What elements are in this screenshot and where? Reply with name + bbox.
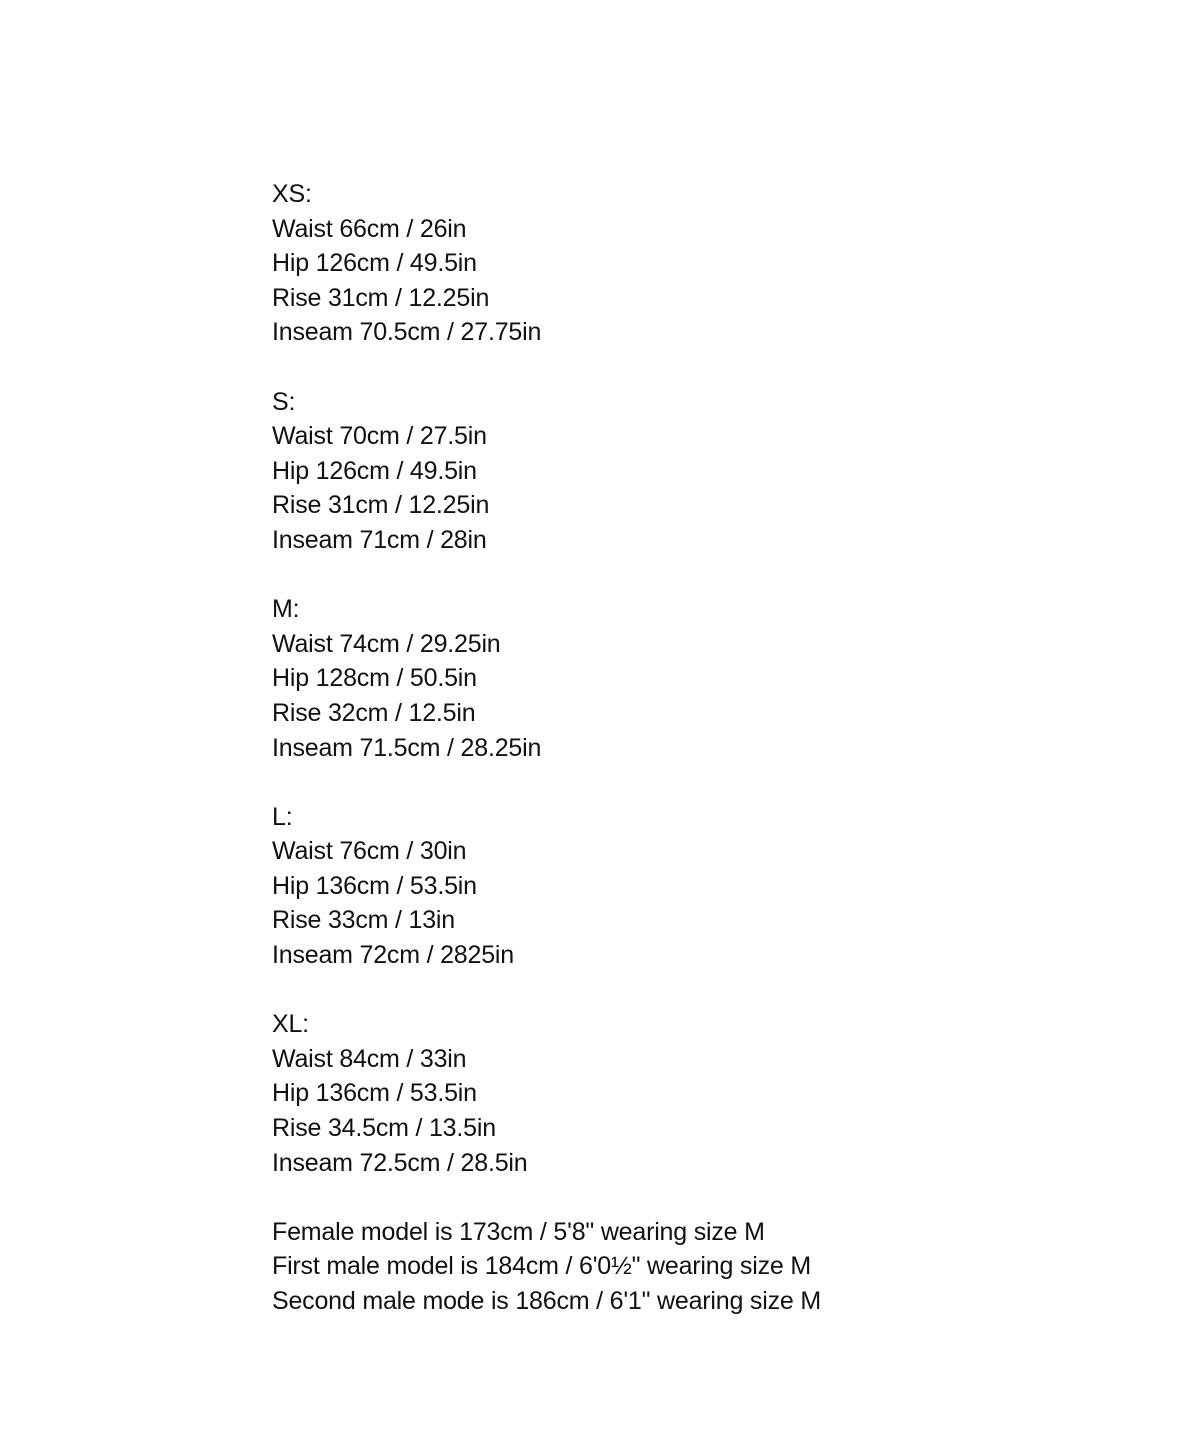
size-block-s (272, 385, 1132, 558)
model-info-block (272, 1215, 1132, 1319)
inseam-measurement: Inseam 71.5cm / 28.25in (272, 733, 542, 762)
size-block-xl (272, 1007, 1132, 1180)
waist-measurement: Waist 76cm / 30in (272, 837, 467, 866)
hip-measurement: Hip 136cm / 53.5in (272, 871, 477, 900)
waist-measurement: Waist 84cm / 33in (272, 1044, 467, 1073)
hip-measurement: Hip 126cm / 49.5in (272, 249, 477, 278)
size-label: M: (272, 595, 300, 624)
inseam-measurement: Inseam 72.5cm / 28.5in (272, 1148, 528, 1177)
size-label: L: (272, 802, 293, 831)
size-label: XS: (272, 180, 312, 208)
first-male-model-note: First male model is 184cm / 6'0½" wearing size M (272, 1252, 811, 1281)
rise-measurement: Rise 34.5cm / 13.5in (272, 1114, 496, 1143)
size-label: XL: (272, 1010, 309, 1039)
female-model-note: Female model is 173cm / 5'8" wearing size M (272, 1217, 765, 1246)
inseam-measurement: Inseam 70.5cm / 27.75in (272, 318, 542, 347)
waist-measurement: Waist 74cm / 29.25in (272, 629, 501, 658)
size-block-xs (272, 177, 1132, 350)
rise-measurement: Rise 32cm / 12.5in (272, 698, 476, 727)
size-block-l (272, 800, 1132, 973)
rise-measurement: Rise 31cm / 12.25in (272, 283, 490, 312)
size-guide (272, 177, 1132, 1319)
size-label: S: (272, 387, 296, 416)
rise-measurement: Rise 33cm / 13in (272, 906, 455, 935)
hip-measurement: Hip 128cm / 50.5in (272, 664, 477, 693)
waist-measurement: Waist 66cm / 26in (272, 214, 467, 243)
inseam-measurement: Inseam 71cm / 28in (272, 525, 487, 554)
second-male-model-note: Second male mode is 186cm / 6'1" wearing size M (272, 1287, 821, 1315)
inseam-measurement: Inseam 72cm / 2825in (272, 941, 514, 970)
waist-measurement: Waist 70cm / 27.5in (272, 422, 487, 451)
hip-measurement: Hip 126cm / 49.5in (272, 456, 477, 485)
rise-measurement: Rise 31cm / 12.25in (272, 491, 490, 520)
size-block-m (272, 592, 1132, 765)
hip-measurement: Hip 136cm / 53.5in (272, 1079, 477, 1108)
